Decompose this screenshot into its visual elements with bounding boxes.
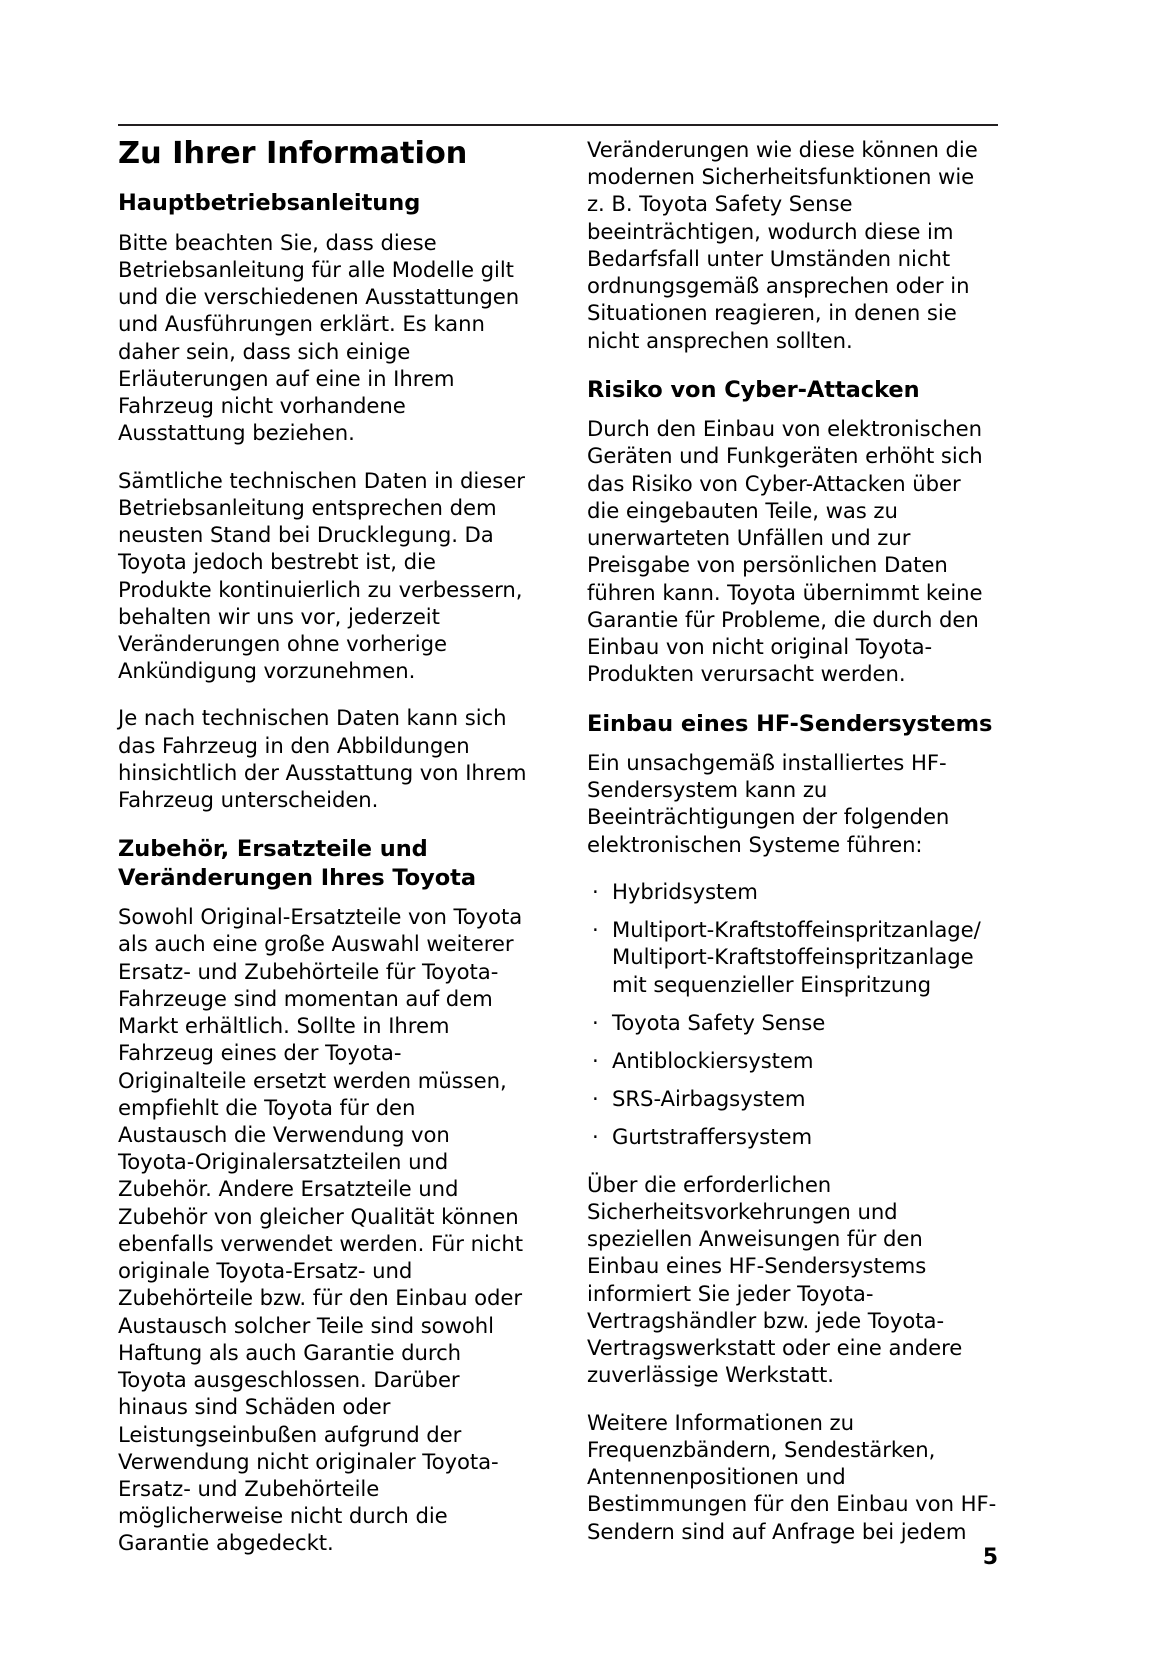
paragraph: Sowohl Original-Ersatzteile von Toyota als auch eine große Auswahl weiterer Ersatz- und Zubehörteile für Toyota-Fahrzeuge sind momentan auf dem Markt erhältlich. Sollte in Ihrem Fahrzeug eines der Toyota-Originalteile ersetzt werden müssen, empfiehlt die Toyota für den Austausch die Verwendung von Toyota-Originalersatzteilen und Zubehör. Andere Ersatzteile und Zubehör von gleicher Qualität können ebenfalls verwendet werden. Für nicht originale Toyota-Ersatz- und Zubehörteile bzw. für den Einbau oder Austausch solcher Teile sind sowohl Haftung als auch Garantie durch Toyota ausgeschlossen. Darüber hinaus sind Schäden oder Leistungseinbußen aufgrund der Verwendung nicht originaler Toyota-Ersatz- und Zubehörteile möglicherweise nicht durch die Garantie abgedeckt. [118,904,524,1556]
list-item [587,1123,998,1150]
bullet-icon: · [592,1048,599,1074]
list-item [587,1085,998,1112]
page-title: Zu Ihrer Information [118,136,468,171]
paragraph: Weitere Informationen zu Frequenzbändern, Sendestärken, Antennenpositionen und Bestimmungen für den Einbau von HF-Sendern sind auf Anfrage bei jedem [587,1409,997,1544]
left-column [118,136,529,1557]
list-item-label: Toyota Safety Sense [612,1009,826,1035]
list-item-label: SRS-Airbagsystem [612,1086,806,1112]
bullet-icon: · [592,1009,599,1035]
page-number: 5 [982,1545,998,1570]
list-item-label: Antiblockiersystem [612,1048,814,1074]
right-column [587,136,998,1557]
section-heading-hauptbetriebsanleitung: Hauptbetriebsanleitung [118,190,421,217]
paragraph: Ein unsachgemäß installiertes HF-Sendersystem kann zu Beeinträchtigungen der folgenden elektronischen Systeme führen: [587,749,950,857]
section-heading-zubehoer-ersatzteile: Zubehör, Ersatzteile und Veränderungen Ihres Toyota [118,836,477,891]
bullet-icon: · [592,1086,599,1112]
bullet-icon: · [592,1124,599,1150]
affected-systems-list [587,878,998,1151]
list-item [587,878,998,905]
list-item [587,1047,998,1074]
paragraph: Je nach technischen Daten kann sich das Fahrzeug in den Abbildungen hinsichtlich der Ausstattung von Ihrem Fahrzeug unterscheiden. [118,705,527,813]
list-item [587,916,998,998]
bullet-icon: · [592,917,599,943]
section-heading-einbau-hf-sendersystem: Einbau eines HF-Sendersystems [587,710,993,737]
list-item-label: Hybridsystem [612,878,758,904]
list-item-label: Gurtstraffersystem [612,1124,813,1150]
paragraph: Über die erforderlichen Sicherheitsvorkehrungen und speziellen Anweisungen für den Einbau eines HF-Sendersystems informiert Sie jeder Toyota-Vertragshändler bzw. jede Toyota-Vertragswerkstatt oder eine andere zuverlässige Werkstatt. [587,1171,963,1388]
paragraph: Veränderungen wie diese können die modernen Sicherheitsfunktionen wie z. B. Toyota Safety Sense beeinträchtigen, wodurch diese im Bedarfsfall unter Umständen nicht ordnungsgemäß ansprechen oder in Situationen reagieren, in denen sie nicht ansprechen sollten. [587,137,978,353]
two-column-layout [118,136,998,1557]
paragraph: Bitte beachten Sie, dass diese Betriebsanleitung für alle Modelle gilt und die verschiedenen Ausstattungen und Ausführungen erklärt. Es kann daher sein, dass sich einige Erläuterungen auf eine in Ihrem Fahrzeug nicht vorhandene Ausstattung beziehen. [118,229,520,446]
paragraph: Durch den Einbau von elektronischen Geräten und Funkgeräten erhöht sich das Risiko von Cyber-Attacken über die eingebauten Teile, was zu unerwarteten Unfällen und zur Preisgabe von persönlichen Daten führen kann. Toyota übernimmt keine Garantie für Probleme, die durch den Einbau von nicht original Toyota-Produkten verursacht werden. [587,416,983,687]
list-item-label: Multiport-Kraftstoffeinspritzanlage/ Multiport-Kraftstoffeinspritzanlage mit sequenzieller Einspritzung [612,917,981,997]
bullet-icon: · [592,878,599,904]
section-heading-risiko-cyber-attacken: Risiko von Cyber-Attacken [587,376,920,403]
header-divider [118,124,998,126]
paragraph: Sämtliche technischen Daten in dieser Betriebsanleitung entsprechen dem neusten Stand bei Drucklegung. Da Toyota jedoch bestrebt ist, die Produkte kontinuierlich zu verbessern, behalten wir uns vor, jederzeit Veränderungen ohne vorherige Ankündigung vorzunehmen. [118,467,525,684]
list-item [587,1009,998,1036]
